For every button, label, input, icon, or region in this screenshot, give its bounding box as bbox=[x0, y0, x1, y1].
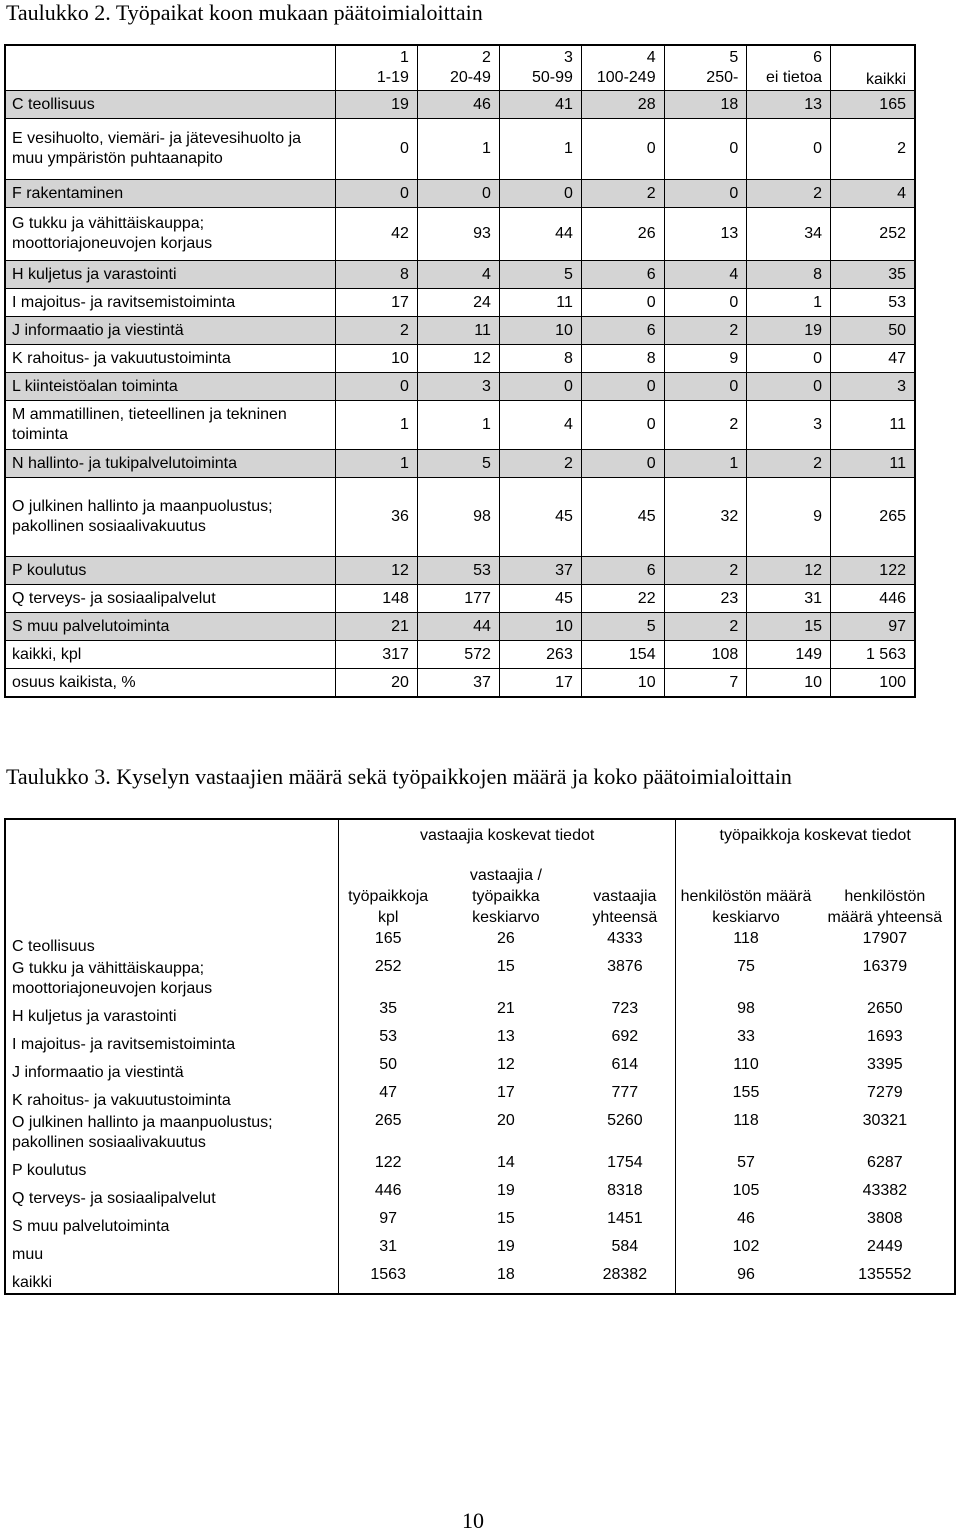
value-cell: 0 bbox=[664, 180, 747, 208]
size-range-header: 100-249 bbox=[581, 68, 664, 91]
value-cell: 12 bbox=[417, 345, 499, 373]
value-cell: 1451 bbox=[607, 1210, 643, 1227]
value-cell: 5260 bbox=[607, 1112, 643, 1129]
row-label: C teollisuus bbox=[5, 929, 339, 957]
value-cell: 0 bbox=[581, 401, 664, 450]
value-cell: 110 bbox=[676, 1055, 816, 1083]
value-cell: 13 bbox=[664, 208, 747, 261]
table-row bbox=[5, 1027, 955, 1055]
column-header: henkilöstön määrä yhteensä bbox=[827, 888, 943, 926]
value-cell: 0 bbox=[664, 289, 747, 317]
value-cell: 43382 bbox=[862, 1182, 908, 1199]
value-cell: 15 bbox=[747, 613, 831, 641]
table-row bbox=[5, 1237, 955, 1265]
column-header: vastaajia / työpaikka keskiarvo bbox=[469, 867, 542, 926]
value-cell: 15 bbox=[496, 958, 515, 975]
table-row bbox=[5, 669, 915, 698]
table-3-caption: Taulukko 3. Kyselyn vastaajien määrä sekä työpaikkojen määrä ja koko päätoimialoittain bbox=[6, 764, 792, 789]
table-row bbox=[5, 119, 915, 180]
value-cell: 28 bbox=[581, 91, 664, 119]
value-cell: 0 bbox=[581, 373, 664, 401]
value-cell: 96 bbox=[676, 1265, 816, 1294]
row-label: N hallinto- ja tukipalvelutoiminta bbox=[5, 450, 335, 478]
value-cell: 5 bbox=[417, 450, 499, 478]
value-cell: 19 bbox=[335, 91, 417, 119]
row-label: H kuljetus ja varastointi bbox=[5, 261, 335, 289]
value-cell: 8 bbox=[747, 261, 831, 289]
value-cell: 263 bbox=[499, 641, 581, 669]
total-cell: 265 bbox=[831, 478, 915, 557]
value-cell: 41 bbox=[499, 91, 581, 119]
value-cell: 36 bbox=[335, 478, 417, 557]
value-cell: 0 bbox=[335, 180, 417, 208]
size-range-header: ei tietoa bbox=[747, 68, 831, 91]
row-label: I majoitus- ja ravitsemistoiminta bbox=[5, 1027, 339, 1055]
value-cell: 53 bbox=[417, 557, 499, 585]
value-cell: 98 bbox=[676, 999, 816, 1027]
value-cell: 4 bbox=[664, 261, 747, 289]
value-cell: 42 bbox=[335, 208, 417, 261]
value-cell: 135552 bbox=[858, 1266, 912, 1283]
row-label: C teollisuus bbox=[5, 91, 335, 119]
value-cell: 0 bbox=[499, 180, 581, 208]
group-header-respondents: vastaajia koskevat tiedot bbox=[419, 827, 595, 844]
value-cell: 1 bbox=[417, 119, 499, 180]
value-cell: 0 bbox=[335, 373, 417, 401]
value-cell: 7 bbox=[664, 669, 747, 698]
value-cell: 12 bbox=[335, 557, 417, 585]
value-cell: 165 bbox=[374, 930, 402, 947]
value-cell: 5 bbox=[499, 261, 581, 289]
value-cell: 14 bbox=[496, 1154, 515, 1171]
table-2-body bbox=[5, 91, 915, 698]
value-cell: 11 bbox=[499, 289, 581, 317]
value-cell: 118 bbox=[676, 1111, 816, 1153]
size-range-header: 20-49 bbox=[417, 68, 499, 91]
value-cell: 37 bbox=[499, 557, 581, 585]
value-cell: 105 bbox=[676, 1181, 816, 1209]
value-cell: 6 bbox=[581, 557, 664, 585]
row-label: Q terveys- ja sosiaalipalvelut bbox=[5, 585, 335, 613]
row-label: S muu palvelutoiminta bbox=[5, 613, 335, 641]
value-cell: 23 bbox=[664, 585, 747, 613]
table-row bbox=[5, 450, 915, 478]
row-label: osuus kaikista, % bbox=[5, 669, 335, 698]
value-cell: 24 bbox=[417, 289, 499, 317]
value-cell: 102 bbox=[676, 1237, 816, 1265]
value-cell: 614 bbox=[611, 1056, 639, 1073]
value-cell: 446 bbox=[374, 1182, 402, 1199]
value-cell: 317 bbox=[335, 641, 417, 669]
value-cell: 8 bbox=[335, 261, 417, 289]
value-cell: 3808 bbox=[867, 1210, 903, 1227]
value-cell: 37 bbox=[417, 669, 499, 698]
row-label: kaikki bbox=[5, 1265, 339, 1294]
value-cell: 2 bbox=[664, 317, 747, 345]
value-cell: 10 bbox=[747, 669, 831, 698]
value-cell: 2449 bbox=[867, 1238, 903, 1255]
value-cell: 2 bbox=[747, 450, 831, 478]
value-cell: 2 bbox=[499, 450, 581, 478]
size-class-header: 6 bbox=[747, 45, 831, 68]
total-cell: 35 bbox=[831, 261, 915, 289]
value-cell: 17 bbox=[496, 1084, 515, 1101]
value-cell: 47 bbox=[379, 1084, 398, 1101]
table-row bbox=[5, 317, 915, 345]
row-label: K rahoitus- ja vakuutustoiminta bbox=[5, 345, 335, 373]
value-cell: 6 bbox=[581, 317, 664, 345]
total-cell: 165 bbox=[831, 91, 915, 119]
value-cell: 265 bbox=[374, 1112, 402, 1129]
row-label: S muu palvelutoiminta bbox=[5, 1209, 339, 1237]
group-header-workplaces: työpaikkoja koskevat tiedot bbox=[676, 819, 955, 846]
value-cell: 45 bbox=[499, 585, 581, 613]
value-cell: 21 bbox=[335, 613, 417, 641]
value-cell: 1 bbox=[499, 119, 581, 180]
size-range-header: 50-99 bbox=[499, 68, 581, 91]
table-row bbox=[5, 345, 915, 373]
value-cell: 4 bbox=[417, 261, 499, 289]
value-cell: 19 bbox=[747, 317, 831, 345]
value-cell: 2650 bbox=[867, 1000, 903, 1017]
value-cell: 2 bbox=[664, 557, 747, 585]
value-cell: 31 bbox=[379, 1238, 398, 1255]
size-class-header: 3 bbox=[499, 45, 581, 68]
value-cell: 35 bbox=[379, 1000, 398, 1017]
value-cell: 4333 bbox=[607, 930, 643, 947]
value-cell: 10 bbox=[499, 613, 581, 641]
value-cell: 53 bbox=[379, 1028, 398, 1045]
value-cell: 692 bbox=[611, 1028, 639, 1045]
value-cell: 252 bbox=[374, 958, 402, 975]
value-cell: 31 bbox=[747, 585, 831, 613]
table-3 bbox=[4, 818, 956, 1295]
value-cell: 13 bbox=[747, 91, 831, 119]
value-cell: 18 bbox=[664, 91, 747, 119]
value-cell: 8 bbox=[499, 345, 581, 373]
value-cell: 10 bbox=[335, 345, 417, 373]
value-cell: 16379 bbox=[862, 958, 908, 975]
size-range-header: 250- bbox=[664, 68, 747, 91]
value-cell: 10 bbox=[499, 317, 581, 345]
value-cell: 122 bbox=[374, 1154, 402, 1171]
value-cell: 2 bbox=[581, 180, 664, 208]
value-cell: 11 bbox=[417, 317, 499, 345]
table-2 bbox=[4, 44, 916, 698]
row-label: F rakentaminen bbox=[5, 180, 335, 208]
column-header: työpaikkoja kpl bbox=[348, 888, 429, 926]
value-cell: 1693 bbox=[867, 1028, 903, 1045]
value-cell: 44 bbox=[499, 208, 581, 261]
row-label: K rahoitus- ja vakuutustoiminta bbox=[5, 1083, 339, 1111]
value-cell: 6 bbox=[581, 261, 664, 289]
value-cell: 22 bbox=[581, 585, 664, 613]
value-cell: 8 bbox=[581, 345, 664, 373]
value-cell: 93 bbox=[417, 208, 499, 261]
value-cell: 0 bbox=[417, 180, 499, 208]
total-cell: 53 bbox=[831, 289, 915, 317]
row-label: O julkinen hallinto ja maanpuolustus; pakollinen sosiaalivakuutus bbox=[5, 478, 335, 557]
value-cell: 1 bbox=[747, 289, 831, 317]
value-cell: 17 bbox=[335, 289, 417, 317]
value-cell: 0 bbox=[581, 450, 664, 478]
value-cell: 17 bbox=[499, 669, 581, 698]
size-class-header: 1 bbox=[335, 45, 417, 68]
row-label: P koulutus bbox=[5, 557, 335, 585]
value-cell: 28382 bbox=[602, 1266, 648, 1283]
total-cell: 4 bbox=[831, 180, 915, 208]
row-label: G tukku ja vähittäiskauppa; moottoriajoneuvojen korjaus bbox=[5, 208, 335, 261]
value-cell: 118 bbox=[676, 929, 816, 957]
row-label: G tukku ja vähittäiskauppa; moottoriajoneuvojen korjaus bbox=[5, 957, 339, 999]
size-class-header: 4 bbox=[581, 45, 664, 68]
value-cell: 20 bbox=[335, 669, 417, 698]
value-cell: 1 bbox=[664, 450, 747, 478]
value-cell: 154 bbox=[581, 641, 664, 669]
total-cell: 122 bbox=[831, 557, 915, 585]
value-cell: 2 bbox=[664, 401, 747, 450]
value-cell: 0 bbox=[747, 345, 831, 373]
value-cell: 98 bbox=[417, 478, 499, 557]
value-cell: 57 bbox=[676, 1153, 816, 1181]
value-cell: 7279 bbox=[867, 1084, 903, 1101]
table-row bbox=[5, 1083, 955, 1111]
value-cell: 97 bbox=[379, 1210, 398, 1227]
size-class-header: 2 bbox=[417, 45, 499, 68]
row-label: O julkinen hallinto ja maanpuolustus; pakollinen sosiaalivakuutus bbox=[5, 1111, 339, 1153]
value-cell: 10 bbox=[581, 669, 664, 698]
value-cell: 19 bbox=[496, 1238, 515, 1255]
table-2-caption: Taulukko 2. Työpaikat koon mukaan päätoimialoittain bbox=[6, 0, 483, 25]
total-cell: 11 bbox=[831, 401, 915, 450]
value-cell: 18 bbox=[496, 1266, 515, 1283]
value-cell: 0 bbox=[581, 119, 664, 180]
table-row bbox=[5, 957, 955, 999]
value-cell: 1 bbox=[335, 450, 417, 478]
value-cell: 3395 bbox=[867, 1056, 903, 1073]
row-label: P koulutus bbox=[5, 1153, 339, 1181]
value-cell: 33 bbox=[676, 1027, 816, 1055]
value-cell: 44 bbox=[417, 613, 499, 641]
value-cell: 50 bbox=[379, 1056, 398, 1073]
value-cell: 4 bbox=[499, 401, 581, 450]
table-3-body bbox=[5, 929, 955, 1294]
table-row bbox=[5, 289, 915, 317]
value-cell: 777 bbox=[611, 1084, 639, 1101]
value-cell: 1 bbox=[417, 401, 499, 450]
size-class-header: 5 bbox=[664, 45, 747, 68]
value-cell: 5 bbox=[581, 613, 664, 641]
total-cell: 252 bbox=[831, 208, 915, 261]
table-row bbox=[5, 478, 915, 557]
table-row bbox=[5, 401, 915, 450]
page-number: 10 bbox=[462, 1508, 484, 1533]
table-row bbox=[5, 585, 915, 613]
value-cell: 32 bbox=[664, 478, 747, 557]
total-cell: 47 bbox=[831, 345, 915, 373]
value-cell: 148 bbox=[335, 585, 417, 613]
size-range-header: 1-19 bbox=[335, 68, 417, 91]
row-label: kaikki, kpl bbox=[5, 641, 335, 669]
row-label: Q terveys- ja sosiaalipalvelut bbox=[5, 1181, 339, 1209]
value-cell: 572 bbox=[417, 641, 499, 669]
value-cell: 0 bbox=[335, 119, 417, 180]
value-cell: 45 bbox=[499, 478, 581, 557]
value-cell: 3 bbox=[747, 401, 831, 450]
column-header: henkilöstön määrä keskiarvo bbox=[676, 846, 816, 929]
value-cell: 2 bbox=[664, 613, 747, 641]
value-cell: 34 bbox=[747, 208, 831, 261]
table-row bbox=[5, 261, 915, 289]
table-row bbox=[5, 1265, 955, 1294]
table-row bbox=[5, 1209, 955, 1237]
header-blank-cell bbox=[5, 819, 339, 929]
value-cell: 1754 bbox=[607, 1154, 643, 1171]
value-cell: 0 bbox=[581, 289, 664, 317]
row-label: L kiinteistöalan toiminta bbox=[5, 373, 335, 401]
total-cell: 97 bbox=[831, 613, 915, 641]
value-cell: 12 bbox=[496, 1056, 515, 1073]
row-label: E vesihuolto, viemäri- ja jätevesihuolto ja muu ympäristön puhtaanapito bbox=[5, 119, 335, 180]
value-cell: 0 bbox=[747, 119, 831, 180]
value-cell: 9 bbox=[664, 345, 747, 373]
value-cell: 46 bbox=[676, 1209, 816, 1237]
total-cell: 50 bbox=[831, 317, 915, 345]
value-cell: 19 bbox=[496, 1182, 515, 1199]
header-blank-cell bbox=[5, 45, 335, 91]
table-row bbox=[5, 999, 955, 1027]
total-header: kaikki bbox=[831, 45, 915, 91]
value-cell: 13 bbox=[496, 1028, 515, 1045]
value-cell: 2 bbox=[335, 317, 417, 345]
value-cell: 26 bbox=[581, 208, 664, 261]
value-cell: 3876 bbox=[607, 958, 643, 975]
table-row bbox=[5, 641, 915, 669]
total-cell: 11 bbox=[831, 450, 915, 478]
total-cell: 446 bbox=[831, 585, 915, 613]
value-cell: 21 bbox=[496, 1000, 515, 1017]
value-cell: 20 bbox=[496, 1112, 515, 1129]
row-label: muu bbox=[5, 1237, 339, 1265]
value-cell: 75 bbox=[676, 957, 816, 999]
column-header: vastaajia yhteensä bbox=[592, 888, 658, 926]
value-cell: 6287 bbox=[867, 1154, 903, 1171]
table-row bbox=[5, 1153, 955, 1181]
value-cell: 12 bbox=[747, 557, 831, 585]
value-cell: 584 bbox=[611, 1238, 639, 1255]
value-cell: 1 bbox=[335, 401, 417, 450]
value-cell: 15 bbox=[496, 1210, 515, 1227]
value-cell: 108 bbox=[664, 641, 747, 669]
value-cell: 0 bbox=[499, 373, 581, 401]
value-cell: 723 bbox=[611, 1000, 639, 1017]
value-cell: 9 bbox=[747, 478, 831, 557]
row-label: H kuljetus ja varastointi bbox=[5, 999, 339, 1027]
row-label: J informaatio ja viestintä bbox=[5, 1055, 339, 1083]
table-row bbox=[5, 1181, 955, 1209]
table-row bbox=[5, 180, 915, 208]
row-label: I majoitus- ja ravitsemistoiminta bbox=[5, 289, 335, 317]
value-cell: 30321 bbox=[862, 1112, 908, 1129]
value-cell: 46 bbox=[417, 91, 499, 119]
total-cell: 3 bbox=[831, 373, 915, 401]
table-row bbox=[5, 613, 915, 641]
row-label: J informaatio ja viestintä bbox=[5, 317, 335, 345]
table-row bbox=[5, 373, 915, 401]
value-cell: 0 bbox=[664, 373, 747, 401]
value-cell: 155 bbox=[676, 1083, 816, 1111]
value-cell: 149 bbox=[747, 641, 831, 669]
total-cell: 100 bbox=[831, 669, 915, 698]
table-row bbox=[5, 557, 915, 585]
table-row bbox=[5, 91, 915, 119]
table-row bbox=[5, 1111, 955, 1153]
value-cell: 177 bbox=[417, 585, 499, 613]
value-cell: 17907 bbox=[862, 930, 908, 947]
total-cell: 2 bbox=[831, 119, 915, 180]
value-cell: 3 bbox=[417, 373, 499, 401]
row-label: M ammatillinen, tieteellinen ja tekninen toiminta bbox=[5, 401, 335, 450]
value-cell: 0 bbox=[664, 119, 747, 180]
value-cell: 8318 bbox=[607, 1182, 643, 1199]
total-cell: 1 563 bbox=[831, 641, 915, 669]
value-cell: 45 bbox=[581, 478, 664, 557]
table-row bbox=[5, 208, 915, 261]
table-row bbox=[5, 1055, 955, 1083]
value-cell: 0 bbox=[747, 373, 831, 401]
value-cell: 2 bbox=[747, 180, 831, 208]
value-cell: 26 bbox=[496, 930, 515, 947]
value-cell: 1563 bbox=[370, 1266, 406, 1283]
table-row bbox=[5, 929, 955, 957]
